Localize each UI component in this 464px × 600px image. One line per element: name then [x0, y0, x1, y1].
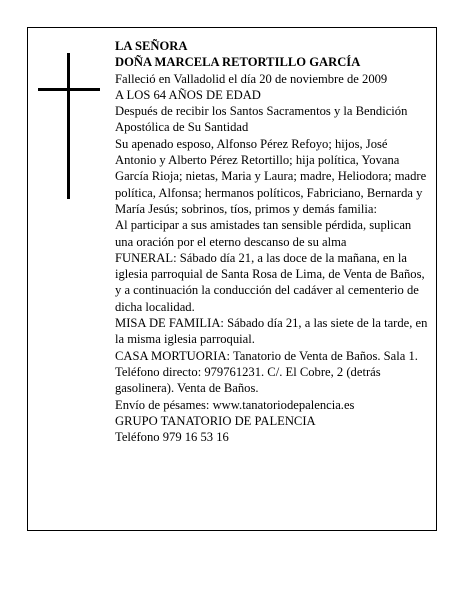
request-text: Al participar a sus amistades tan sensible pérdida, suplican una oración por el eterno descanso de su alma [115, 218, 412, 249]
death-notice: Falleció en Valladolid el día 20 de noviembre de 2009 [115, 71, 388, 86]
cross-icon-crossbar [38, 88, 100, 91]
funeral-text: FUNERAL: Sábado día 21, a las doce de la mañana, en la iglesia parroquial de Santa Rosa de Lima, de Venta de Baños, y a continuación la conducción del cadáver al cementerio de dicha localidad. [115, 250, 425, 314]
heading-title: LA SEÑORA [115, 39, 188, 53]
phone-text: Teléfono 979 16 53 16 [115, 430, 229, 445]
family-text: Su apenado esposo, Alfonso Pérez Refoyo; hijos, José Antonio y Alberto Pérez Retortillo; hija política, Yovana García Rioja; nietas, Maria y Laura; madre, Heliodora; madre política, Alfonsa; hermanos políticos, Fabriciano, Bernarda y María Jesús; sobrinos, tíos, primos y demás familia: [115, 136, 427, 216]
deceased-name: DOÑA MARCELA RETORTILLO GARCÍA [115, 55, 361, 70]
age-line: A LOS 64 AÑOS DE EDAD [115, 87, 261, 102]
sacraments-text: Después de recibir los Santos Sacramentos y la Bendición Apostólica de Su Santidad [115, 104, 408, 135]
company-name: GRUPO TANATORIO DE PALENCIA [115, 413, 316, 428]
condolences-text: Envío de pésames: www.tanatoriodepalencia.es [115, 397, 355, 412]
obituary-text [115, 38, 430, 445]
mortuary-text: CASA MORTUORIA: Tanatorio de Venta de Baños. Sala 1. Teléfono directo: 979761231. C/. El Cobre, 2 (detrás gasolinera). Venta de Baños. [115, 348, 418, 396]
cross-icon [67, 53, 70, 199]
family-mass-text: MISA DE FAMILIA: Sábado día 21, a las siete de la tarde, en la misma iglesia parroquial. [115, 316, 428, 347]
